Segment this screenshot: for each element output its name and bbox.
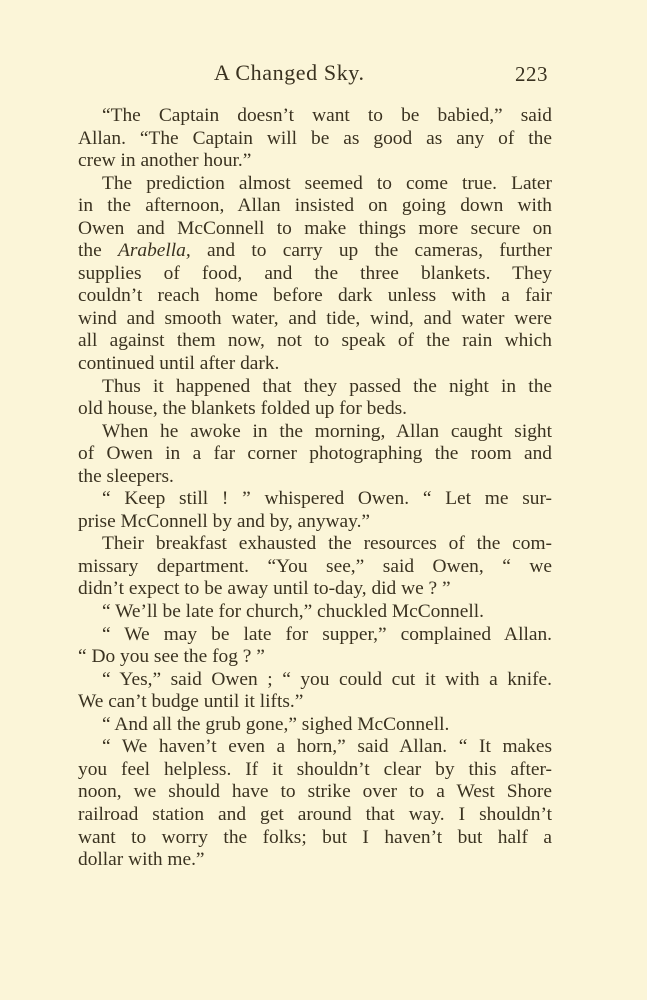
text-line: When he awoke in the morning, Allan caught sight [102,420,552,442]
text-line: “ Keep still ! ” whispered Owen. “ Let me sur- [102,488,552,510]
page-number: 223 [515,62,548,86]
text-line: “ Yes,” said Owen ; “ you could cut it with a knife. [102,668,552,690]
text-line: The prediction almost seemed to come true. Later [102,172,552,194]
text-line: all against them now, not to speak of the rain which [78,330,552,352]
ship-name: Arabella, [118,240,191,262]
text-line: the sleepers. [78,465,174,487]
text-line: couldn’t reach home before dark unless with a fair [78,285,552,307]
text-line: want to worry the folks; but I haven’t but half a [78,826,552,848]
text-line: continued until after dark. [78,353,280,375]
text-line: “The Captain doesn’t want to be babied,” said [102,105,552,126]
text-line: of Owen in a far corner photographing the room and [78,443,552,465]
text-line: Their breakfast exhausted the resources of the com- [102,533,552,555]
running-head [0,60,647,90]
text-line: wind and smooth water, and tide, wind, and water were [78,307,552,329]
text-line: We can’t budge until it lifts.” [78,691,304,713]
text-line: didn’t expect to be away until to-day, did we ? ” [78,578,451,600]
body-text [78,105,552,872]
text-line: “ And all the grub gone,” sighed McConnell. [102,713,450,735]
text-line: prise McConnell by and by, anyway.” [78,510,371,532]
text-line: supplies of food, and the three blankets. They [78,262,552,284]
text-line: “ We may be late for supper,” complained Allan. [102,623,552,645]
running-title: A Changed Sky. [214,60,365,85]
text-line: “ We haven’t even a horn,” said Allan. “ It makes [102,736,552,758]
text-line: railroad station and get around that way. I shouldn’t [78,803,552,825]
text-line: noon, we should have to strike over to a West Shore [78,781,552,803]
text-line: crew in another hour.” [78,150,252,172]
text-line: the Arabella, and to carry up the cameras, further [78,240,552,262]
text-line: “ Do you see the fog ? ” [78,646,265,668]
text-line: dollar with me.” [78,849,205,871]
text-line: “ We’ll be late for church,” chuckled McConnell. [102,601,484,623]
text-line: in the afternoon, Allan insisted on going down with [78,195,552,217]
text-line: old house, the blankets folded up for beds. [78,398,408,420]
text-line: missary department. “You see,” said Owen, “ we [78,555,552,577]
text-line: you feel helpless. If it shouldn’t clear by this after- [78,758,552,780]
text-line: Allan. “The Captain will be as good as any of the [78,127,552,149]
text-line: Owen and McConnell to make things more secure on [78,217,552,239]
text-line: Thus it happened that they passed the night in the [102,375,552,397]
